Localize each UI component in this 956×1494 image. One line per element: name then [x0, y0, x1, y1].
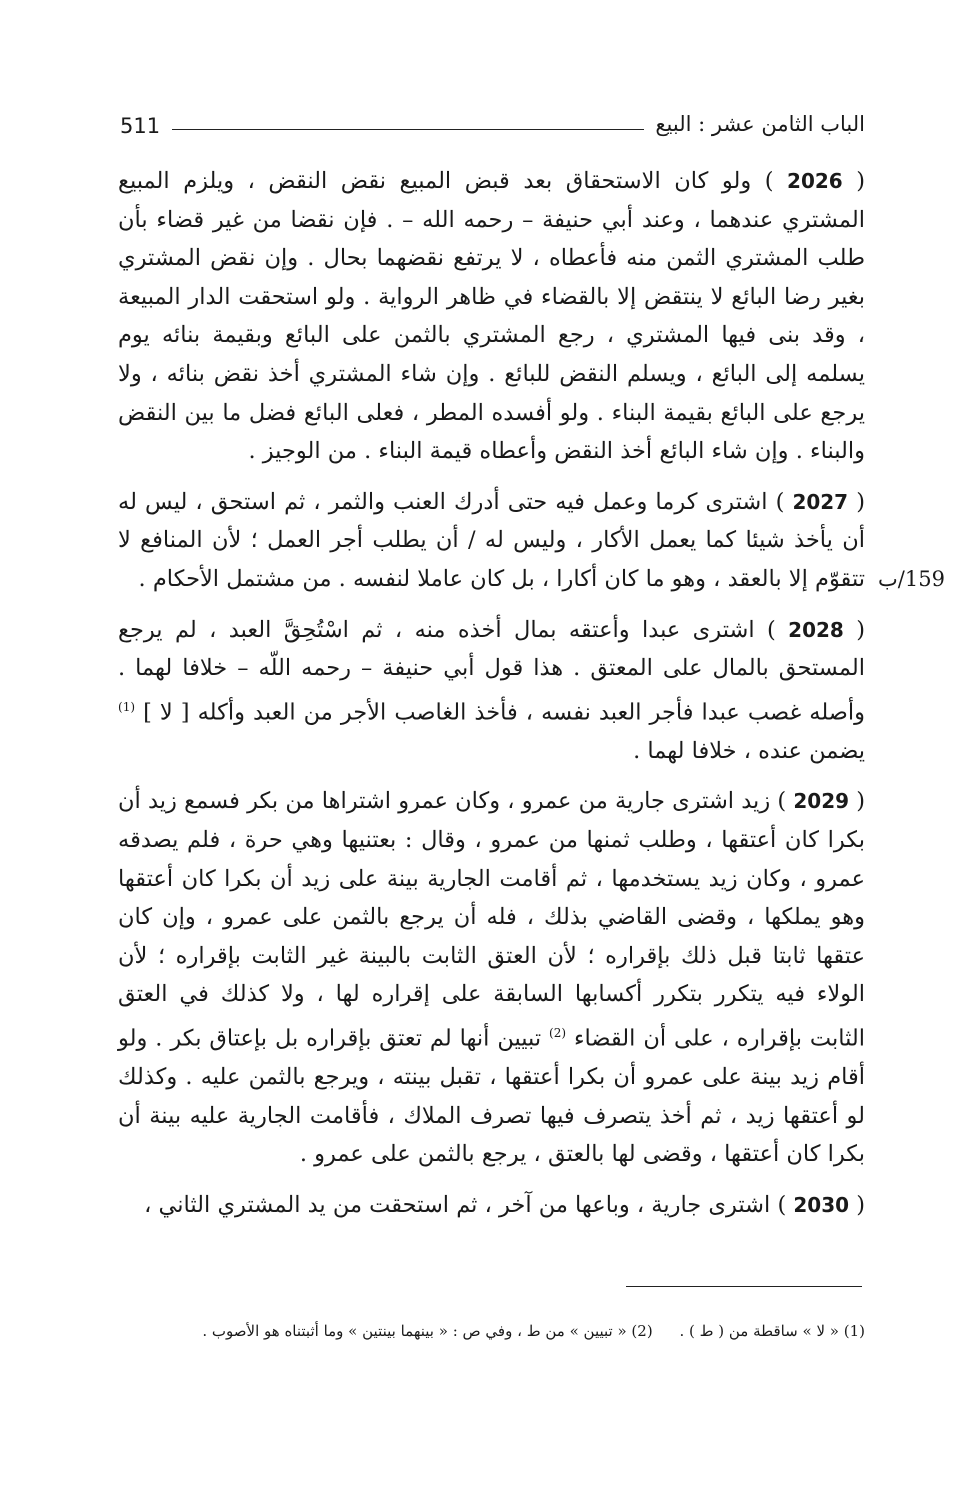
- manuscript-folio-note: 159/ب: [878, 567, 945, 591]
- footnote-1: (1) « لا » ساقطة من ( ط ) .: [679, 1322, 865, 1340]
- main-text: [118, 162, 865, 1236]
- paragraph-text-continued: تبيين أنها لم تعتق بإقراره بل بإعتاق بكر . ولو أقام زيد بينة على عمرو أن بكرا أعتقها ، تقبل بينته ، ويرجع بالثمن عليه . وكذلك لو أعتقها زيد ، ثم أخذ يتصرف فيها تصرف الملاك ، فأقامت الجارية عليه بينة أن بكرا كان أعتقها ، وقضى لها بالعتق ، يرجع بالثمن على عمرو .: [118, 1025, 865, 1168]
- paragraph-2027: [118, 483, 865, 599]
- paragraph-text-continued: يضمن عنده ، خلافا لهما .: [633, 737, 865, 764]
- paragraph-2029: [118, 782, 865, 1173]
- paragraph-text: اشترى عبدا وأعتقه بمال أخذه منه ، ثم اسْتُحِقَّ العبد ، لم يرجع المستحق بالمال على المعتق . هذا قول أبي حنيفة – رحمه اللّه – خلافا لهما . وأصله غصب عبدا فأجر العبد نفسه ، فأخذ الغاصب الأجر من العبد وأكله [ لا ]: [118, 616, 866, 726]
- paragraph-number: ( 2030 ): [777, 1191, 865, 1218]
- paragraph-number: ( 2028 ): [767, 616, 866, 643]
- header-rule: [172, 129, 644, 130]
- running-header: [120, 112, 865, 148]
- paragraph-number: ( 2026 ): [764, 168, 866, 194]
- paragraph-text: اشترى جارية ، وباعها من آخر ، ثم استحقت من يد المشتري الثاني ،: [144, 1191, 771, 1218]
- paragraph-text: اشترى كرما وعمل فيه حتى أدرك العنب والثمر ، ثم استحق ، ليس له أن يأخذ شيئا كما يعمل الأكار ، وليس له / أن يطلب أجر العمل ؛ لأن المنافع لا تتقوّم إلا بالعقد ، وهو ما كان أكارا ، بل كان عاملا لنفسه . من مشتمل الأحكام .: [118, 488, 865, 592]
- paragraph-text: ولو كان الاستحقاق بعد قبض المبيع نقض النقض ، ويلزم المبيع المشتري عندهما ، وعند أبي حنيفة – رحمه الله – . فإن نقضا من غير قضاء بأن طلب المشتري الثمن منه فأعطاه ، لا يرتفع نقضهما بحال . وإن نقض المشتري بغير رضا البائع لا ينتقض إلا بالقضاء في ظاهر الرواية . ولو استحقت الدار المبيعة ، وقد بنى فيها المشتري ، رجع المشتري بالثمن على البائع وبقيمة بنائه يوم يسلمه إلى البائع ، ويسلم النقض للبائع . وإن شاء المشتري أخذ نقض بنائه ، ولا يرجع على البائع بقيمة البناء . ولو أفسده المطر ، فعلى البائع فضل ما بين النقض والبناء . وإن شاء البائع أخذ النقض وأعطاه قيمة البناء . من الوجيز .: [118, 168, 865, 465]
- footnotes: [118, 1322, 865, 1340]
- footnote-marker: (2): [549, 1025, 567, 1040]
- paragraph-text: زيد اشترى جارية من عمرو ، وكان عمرو اشتراها من بكر فسمع زيد أن بكرا كان أعتقها ، وطلب ثمنها من عمرو ، وقال : بعتنيها وهي حرة ، فلم يصدقه عمرو ، وكان زيد يستخدمها ، ثم أقامت الجارية بينة على زيد أن بكرا كان أعتقها وهو يملكها ، وقضى القاضي بذلك ، فله أن يرجع بالثمن على عمرو ، وإن كان عتقها ثابتا قبل ذلك بإقراره ؛ لأن العتق الثابت بالبينة غير الثابت بإقراره ؛ لأن الولاء فيه يتكرر بتكرر أكسابها السابقة على إقراره لها ، ولا كذلك في العتق الثابت بإقراره ، على أن القضاء: [118, 788, 866, 1052]
- page-number: 511: [120, 114, 161, 138]
- paragraph-2030: [118, 1186, 865, 1225]
- paragraph-number: ( 2027 ): [775, 488, 865, 515]
- paragraph-2026: [118, 162, 865, 471]
- footnote-marker: (1): [118, 699, 136, 714]
- footnote-separator: [626, 1286, 862, 1287]
- footnote-2: (2) « تبيين » من ط ، وفي ص : « بينهما بينتين » وما أثبتناه هو الأصوب .: [202, 1322, 653, 1340]
- paragraph-number: ( 2029 ): [777, 788, 865, 815]
- paragraph-2028: [118, 611, 865, 771]
- chapter-title: الباب الثامن عشر : البيع: [655, 112, 865, 136]
